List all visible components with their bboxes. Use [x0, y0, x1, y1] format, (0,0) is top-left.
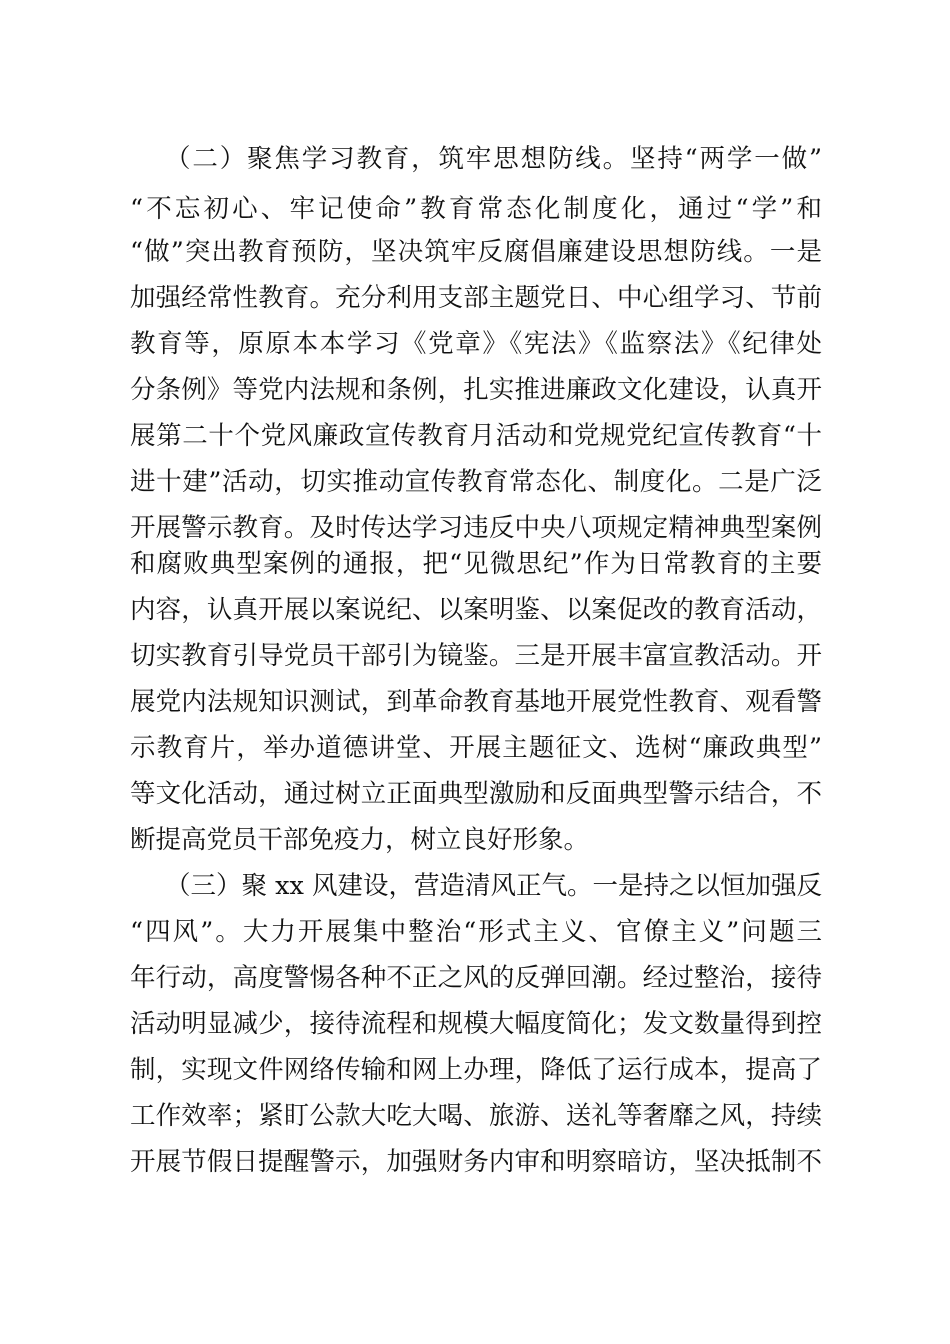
text-line: 断提高党员干部免疫力，树立良好形象。: [130, 825, 590, 855]
text-line: 工作效率；紧盯公款大吃大喝、旅游、送礼等奢靡之风，持续: [130, 1101, 822, 1131]
text-line: 年行动，高度警惕各种不正之风的反弹回潮。经过整治，接待: [130, 963, 822, 993]
text-line: （二）聚焦学习教育，筑牢思想防线。坚持“两学一做”: [165, 144, 822, 174]
text-line: 进十建”活动，切实推动宣传教育常态化、制度化。二是广泛: [130, 467, 822, 497]
text-line: 制，实现文件网络传输和网上办理，降低了运行成本，提高了: [130, 1055, 822, 1085]
text-line: “四风”。大力开展集中整治“形式主义、官僚主义”问题三: [130, 917, 822, 947]
text-line: 展党内法规知识测试，到革命教育基地开展党性教育、观看警: [130, 687, 822, 717]
text-line: 示教育片，举办道德讲堂、开展主题征文、选树“廉政典型”: [130, 733, 822, 763]
text-line: 展第二十个党风廉政宣传教育月活动和党规党纪宣传教育“十: [130, 421, 822, 451]
text-line: 和腐败典型案例的通报，把“见微思纪”作为日常教育的主要: [130, 549, 822, 579]
text-line: 加强经常性教育。充分利用支部主题党日、中心组学习、节前: [130, 283, 822, 313]
text-line: 分条例》等党内法规和条例，扎实推进廉政文化建设，认真开: [130, 375, 822, 405]
text-line: “做”突出教育预防，坚决筑牢反腐倡廉建设思想防线。一是: [130, 237, 822, 267]
text-line: 开展节假日提醒警示，加强财务内审和明察暗访，坚决抵制不: [130, 1147, 822, 1177]
text-line: 等文化活动，通过树立正面典型激励和反面典型警示结合，不: [130, 779, 822, 809]
text-line: “不忘初心、牢记使命”教育常态化制度化，通过“学”和: [130, 194, 822, 224]
text-line: 开展警示教育。及时传达学习违反中央八项规定精神典型案例: [130, 513, 822, 543]
text-line: 切实教育引导党员干部引为镜鉴。三是开展丰富宣教活动。开: [130, 641, 822, 671]
text-line: 内容，认真开展以案说纪、以案明鉴、以案促改的教育活动，: [130, 595, 822, 625]
text-line: （三）聚 xx 风建设，营造清风正气。一是持之以恒加强反: [165, 871, 822, 901]
text-line: 教育等，原原本本学习《党章》《宪法》《监察法》《纪律处: [130, 329, 822, 359]
text-line: 活动明显减少，接待流程和规模大幅度简化；发文数量得到控: [130, 1009, 822, 1039]
